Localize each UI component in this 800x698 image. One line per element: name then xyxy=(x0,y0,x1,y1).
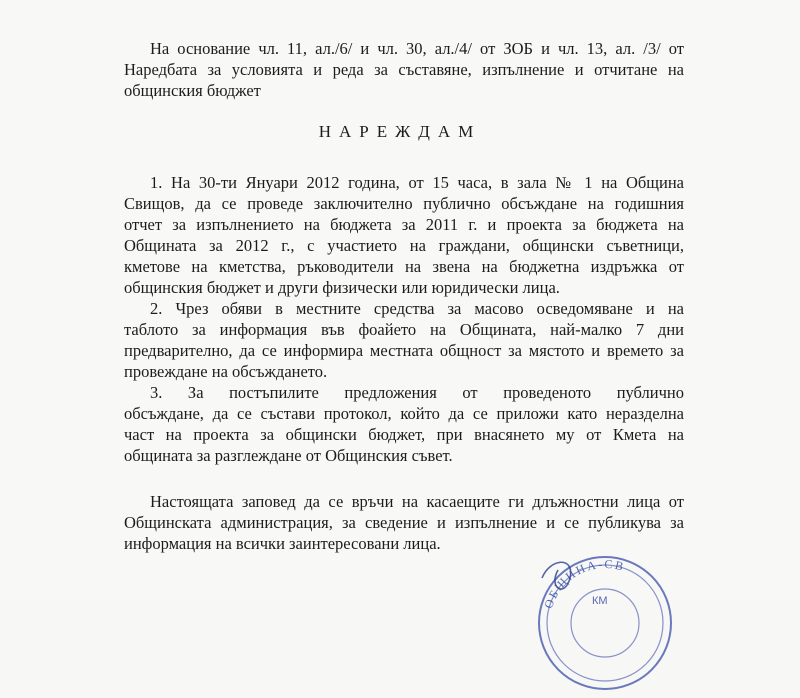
item-line: отчет за изпълнението на бюджета за 2011 г. и проекта за бюджета на xyxy=(124,215,684,234)
item-line: част на проекта за общински бюджет, при внасянето му от Кмета на xyxy=(124,425,684,444)
item-line: провеждане на обсъждането. xyxy=(124,362,328,381)
order-item-2 xyxy=(124,298,684,382)
item-line: Общината за 2012 г., с участието на граждани, общински съветници, xyxy=(124,236,684,255)
preamble-line: Наредбата за условията и реда за съставяне, изпълнение и отчитане на xyxy=(124,60,684,79)
item-line: общината за разглеждане от Общинския съвет. xyxy=(124,446,453,465)
closing-line: Общинската администрация, за сведение и изпълнение и се публикува за xyxy=(124,513,684,532)
order-item-1 xyxy=(124,172,684,298)
closing-line: информация на всички заинтересовани лица. xyxy=(124,534,441,553)
order-item-3 xyxy=(124,382,684,466)
municipal-seal-icon xyxy=(530,548,680,698)
item-line: 1. На 30-ти Януари 2012 година, от 15 часа, в зала № 1 на Община xyxy=(150,173,684,192)
order-heading: НАРЕЖДАМ xyxy=(318,122,482,141)
item-line: кметове на кметства, ръководители на звена на бюджетна издръжка от xyxy=(124,257,684,276)
item-line: предварително, да се информира местната общност за мястото и времето за xyxy=(124,341,684,360)
preamble-paragraph xyxy=(124,38,684,101)
seal-inner-text: КМ xyxy=(592,595,608,607)
closing-paragraph xyxy=(124,491,684,554)
item-line: общинския бюджет и други физически или юридически лица. xyxy=(124,278,560,297)
preamble-line: общинския бюджет xyxy=(124,81,261,100)
item-line: 3. За постъпилите предложения от проведеното публично xyxy=(150,383,684,402)
closing-line: Настоящата заповед да се връчи на касаещите ги длъжностни лица от xyxy=(150,492,684,511)
item-line: 2. Чрез обяви в местните средства за масово осведомяване и на xyxy=(150,299,684,318)
item-line: таблото за информация във фоайето на Общината, най-малко 7 дни xyxy=(124,320,684,339)
seal-text: ОБЩИНА-СВ xyxy=(541,556,627,611)
item-line: обсъждане, да се състави протокол, който да се приложи като неразделна xyxy=(124,404,684,423)
order-items xyxy=(124,172,684,466)
preamble-line: На основание чл. 11, ал./6/ и чл. 30, ал./4/ от ЗОБ и чл. 13, ал. /3/ от xyxy=(150,39,684,58)
item-line: Свищов, да се проведе заключително публично обсъждане на годишния xyxy=(124,194,684,213)
